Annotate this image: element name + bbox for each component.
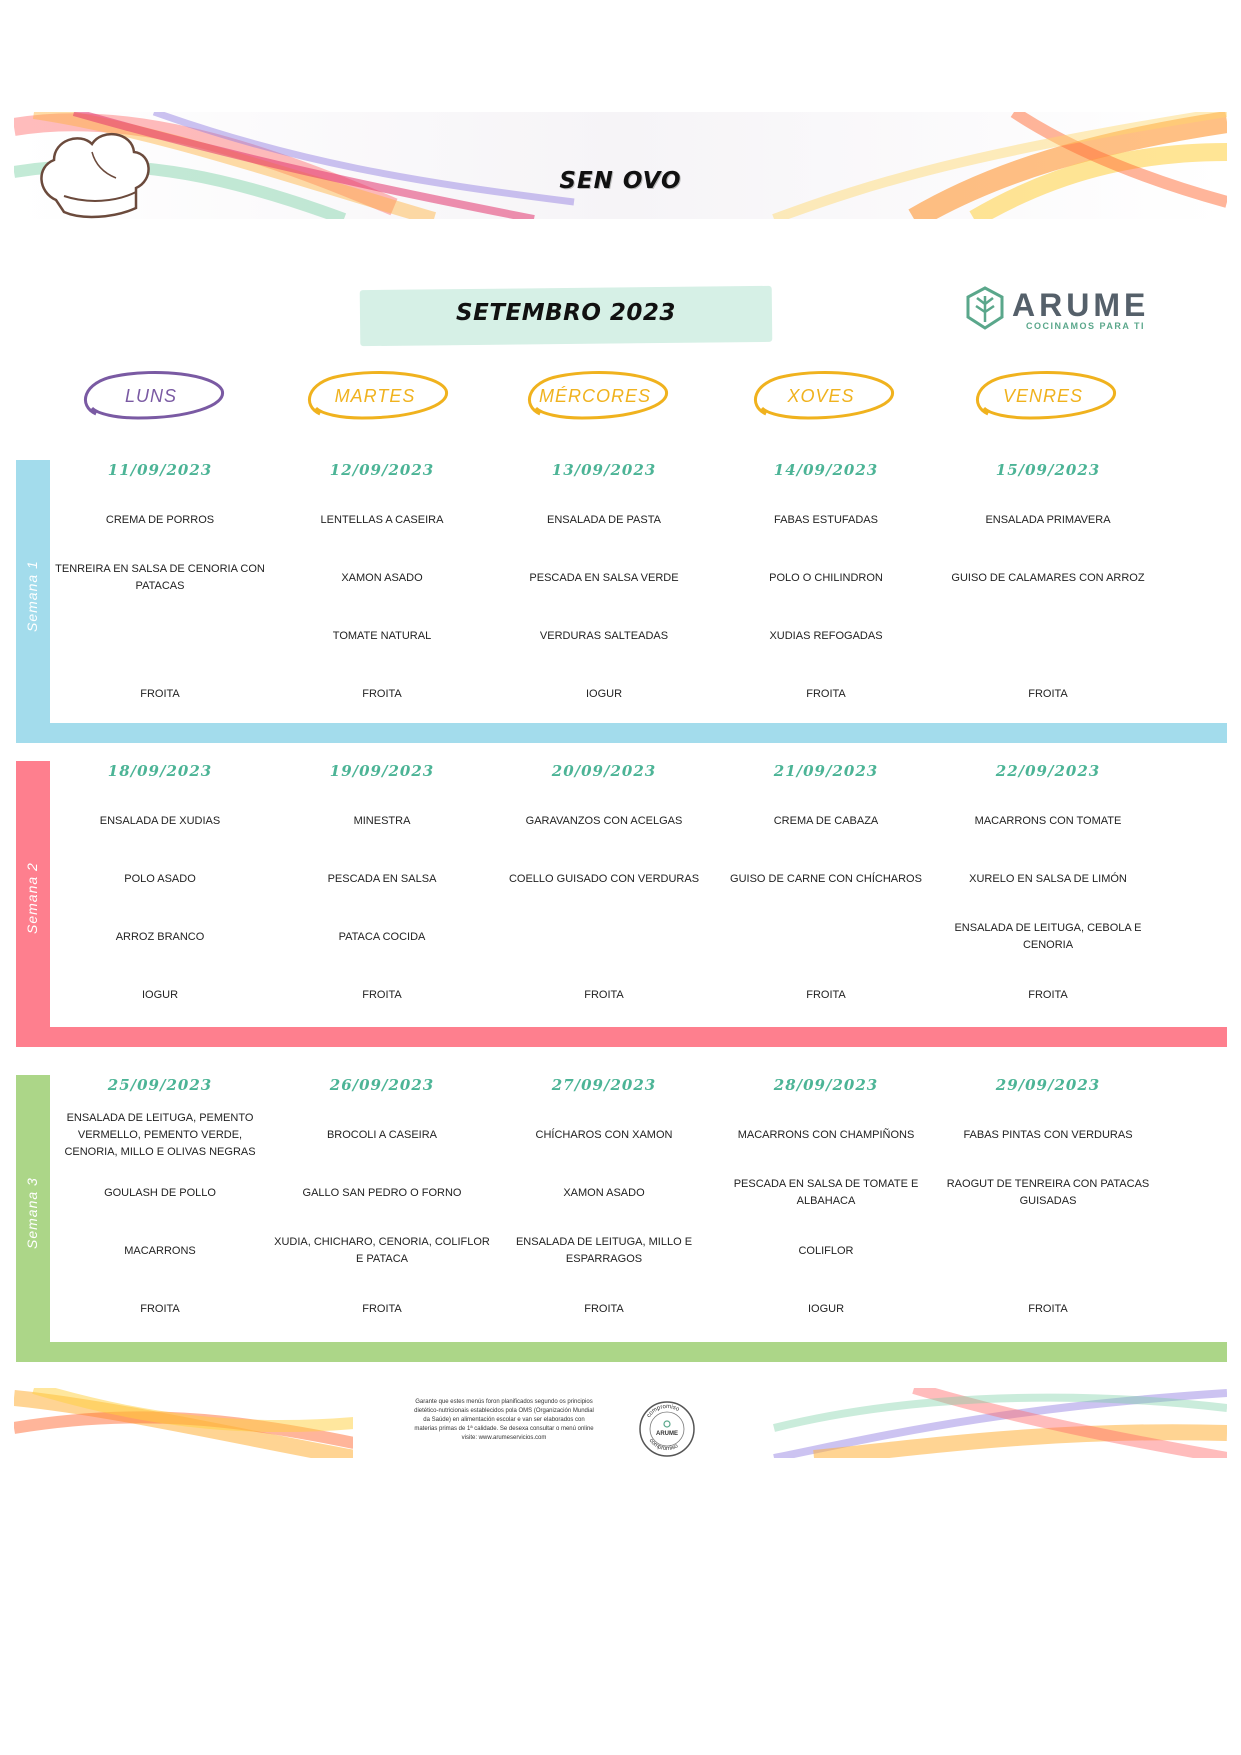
arume-leaf-logo-icon: [964, 286, 1006, 330]
menu-item-cell: [49, 674, 271, 714]
menu-item-cell: [271, 1115, 493, 1155]
dish-name: FROITA: [806, 687, 846, 700]
week-bottom-bar: [16, 1342, 1227, 1362]
logo-tagline: COCINAMOS PARA TI: [1026, 321, 1145, 331]
date-label: 12/09/2023: [329, 461, 435, 479]
dish-name: MACARRONS CON CHAMPIÑONS: [737, 1128, 915, 1141]
brush-strokes-decoration: [14, 112, 1227, 219]
menu-item-cell: [493, 1289, 715, 1329]
menu-item-cell: [49, 500, 271, 540]
week-label: Semana 2: [24, 862, 40, 934]
dish-name: GOULASH DE POLLO: [104, 1186, 216, 1199]
dish-name: CREMA DE CABAZA: [773, 814, 879, 827]
date-label: 11/09/2023: [107, 461, 213, 479]
date-label: 13/09/2023: [551, 461, 657, 479]
dish-name: IOGUR: [141, 988, 179, 1001]
dish-name: GALLO SAN PEDRO O FORNO: [302, 1186, 462, 1199]
dish-name: COLIFLOR: [798, 1244, 854, 1257]
dish-name: TENREIRA EN SALSA DE CENORIA CON PATACAS: [55, 563, 265, 592]
menu-item-cell: [715, 558, 937, 598]
date-label: 15/09/2023: [995, 461, 1101, 479]
dish-name: POLO O CHILINDRON: [769, 571, 883, 584]
dish-name: FROITA: [1028, 988, 1068, 1001]
day-label: LUNS: [124, 386, 177, 406]
day-header-1: [300, 368, 450, 424]
dish-name: COELLO GUISADO CON VERDURAS: [508, 872, 700, 885]
dish-name: XURELO EN SALSA DE LIMÓN: [969, 872, 1127, 885]
date-label: 21/09/2023: [773, 762, 879, 780]
date-label: 27/09/2023: [551, 1076, 657, 1094]
dish-name: FROITA: [362, 988, 402, 1001]
menu-item-cell: [493, 1231, 715, 1271]
menu-item-cell: [715, 917, 937, 957]
menu-item-cell: [937, 859, 1159, 899]
menu-item-cell: [937, 1173, 1159, 1213]
menu-item-cell: [937, 674, 1159, 714]
dish-name: FROITA: [584, 988, 624, 1001]
dish-name: XUDIA, CHICHARO, CENORIA, COLIFLOR E PATACA: [274, 1236, 490, 1265]
day-header-2: [520, 368, 670, 424]
date-label: 25/09/2023: [107, 1076, 213, 1094]
date-label: 22/09/2023: [995, 762, 1101, 780]
menu-item-cell: [493, 616, 715, 656]
dish-name: LENTELLAS A CASEIRA: [320, 513, 444, 526]
dish-name: ENSALADA DE LEITUGA, PEMENTO VERMELLO, PEMENTO VERDE, CENORIA, MILLO E OLIVAS NEGRAS: [64, 1111, 256, 1158]
menu-item-cell: [715, 674, 937, 714]
dish-name: IOGUR: [807, 1302, 845, 1315]
menu-item-cell: [271, 801, 493, 841]
menu-item-cell: [49, 917, 271, 957]
day-header-0: [76, 368, 226, 424]
day-header-4: [968, 368, 1118, 424]
seal-top-text: compromiso: [645, 1403, 681, 1419]
dish-name: FABAS PINTAS CON VERDURAS: [963, 1128, 1133, 1141]
compromiso-seal-icon: [638, 1400, 696, 1458]
menu-item-cell: [937, 1289, 1159, 1329]
day-label: XOVES: [787, 386, 855, 406]
dish-name: GUISO DE CALAMARES CON ARROZ: [951, 571, 1145, 584]
dish-name: MACARRONS CON TOMATE: [974, 814, 1122, 827]
menu-item-cell: [493, 917, 715, 957]
day-label: MÉRCORES: [538, 386, 651, 406]
dish-name: PESCADA EN SALSA: [327, 872, 437, 885]
menu-item-cell: [271, 558, 493, 598]
header-banner: [14, 112, 1227, 219]
dish-name: GUISO DE CARNE CON CHÍCHAROS: [730, 872, 922, 885]
menu-item-cell: [271, 500, 493, 540]
date-label: 26/09/2023: [329, 1076, 435, 1094]
menu-item-cell: [493, 975, 715, 1015]
dish-name: RAOGUT DE TENREIRA CON PATACAS GUISADAS: [946, 1178, 1150, 1207]
dish-name: FROITA: [140, 687, 180, 700]
dish-name: ARROZ BRANCO: [115, 930, 205, 943]
dish-name: FROITA: [806, 988, 846, 1001]
date-label: 14/09/2023: [773, 461, 879, 479]
menu-item-cell: [271, 917, 493, 957]
menu-item-cell: [49, 975, 271, 1015]
dish-name: ENSALADA DE LEITUGA, MILLO E ESPARRAGOS: [515, 1236, 693, 1265]
month-title: SETEMBRO 2023: [456, 300, 676, 326]
dish-name: ENSALADA PRIMAVERA: [985, 513, 1111, 526]
menu-item-cell: [937, 917, 1159, 957]
menu-item-cell: [49, 558, 271, 598]
menu-item-cell: [715, 500, 937, 540]
date-label: 28/09/2023: [773, 1076, 879, 1094]
menu-item-cell: [271, 975, 493, 1015]
menu-item-cell: [493, 500, 715, 540]
dish-name: IOGUR: [585, 687, 623, 700]
menu-item-cell: [937, 1115, 1159, 1155]
dish-name: PATACA COCIDA: [338, 930, 426, 943]
dish-name: FROITA: [584, 1302, 624, 1315]
dish-name: CREMA DE PORROS: [105, 513, 215, 526]
menu-item-cell: [715, 1231, 937, 1271]
menu-item-cell: [49, 1289, 271, 1329]
dish-name: GARAVANZOS CON ACELGAS: [525, 814, 683, 827]
seal-bottom-text: compromiso: [647, 1437, 680, 1453]
dish-name: CHÍCHAROS CON XAMON: [535, 1128, 673, 1141]
menu-type-title: SEN OVO: [559, 168, 682, 194]
dish-name: XAMON ASADO: [563, 1186, 645, 1199]
dish-name: FABAS ESTUFADAS: [774, 513, 878, 526]
menu-item-cell: [715, 1289, 937, 1329]
dish-name: MINESTRA: [353, 814, 411, 827]
menu-item-cell: [937, 558, 1159, 598]
date-label: 19/09/2023: [329, 762, 435, 780]
menu-item-cell: [715, 859, 937, 899]
week-label: Semana 1: [24, 559, 40, 632]
menu-item-cell: [271, 1173, 493, 1213]
menu-item-cell: [493, 1173, 715, 1213]
dish-name: BROCOLI A CASEIRA: [326, 1128, 438, 1141]
dish-name: FROITA: [140, 1302, 180, 1315]
week-bottom-bar: [16, 723, 1227, 743]
menu-item-cell: [715, 1173, 937, 1213]
dish-name: VERDURAS SALTEADAS: [539, 629, 669, 642]
dish-name: ENSALADA DE PASTA: [547, 513, 661, 526]
dish-name: POLO ASADO: [124, 872, 196, 885]
menu-item-cell: [271, 859, 493, 899]
date-label: 29/09/2023: [995, 1076, 1101, 1094]
dish-name: MACARRONS: [124, 1244, 196, 1257]
menu-item-cell: [937, 801, 1159, 841]
menu-item-cell: [493, 558, 715, 598]
menu-item-cell: [937, 1231, 1159, 1271]
menu-item-cell: [271, 1289, 493, 1329]
dish-name: ENSALADA DE XUDIAS: [99, 814, 221, 827]
menu-item-cell: [271, 674, 493, 714]
menu-item-cell: [937, 500, 1159, 540]
dish-name: FROITA: [1028, 687, 1068, 700]
dish-name: FROITA: [362, 687, 402, 700]
date-label: 20/09/2023: [551, 762, 657, 780]
menu-item-cell: [715, 801, 937, 841]
week-bottom-bar: [16, 1027, 1227, 1047]
menu-item-cell: [49, 801, 271, 841]
menu-item-cell: [493, 1115, 715, 1155]
menu-item-cell: [49, 859, 271, 899]
dish-name: FROITA: [1028, 1302, 1068, 1315]
day-header-3: [746, 368, 896, 424]
menu-item-cell: [493, 674, 715, 714]
dish-name: XAMON ASADO: [341, 571, 423, 584]
dish-name: FROITA: [362, 1302, 402, 1315]
day-label: MARTES: [334, 386, 416, 406]
day-label: VENRES: [1002, 386, 1084, 406]
menu-item-cell: [493, 801, 715, 841]
menu-item-cell: [271, 1231, 493, 1271]
logo-wordmark: ARUME: [1012, 287, 1150, 323]
menu-item-cell: [49, 1173, 271, 1213]
dish-name: TOMATE NATURAL: [332, 629, 432, 642]
menu-item-cell: [715, 975, 937, 1015]
dish-name: ENSALADA DE LEITUGA, CEBOLA E CENORIA: [954, 922, 1142, 951]
menu-item-cell: [715, 616, 937, 656]
menu-item-cell: [937, 975, 1159, 1015]
menu-item-cell: [271, 616, 493, 656]
dish-name: PESCADA EN SALSA VERDE: [529, 571, 679, 584]
menu-item-cell: [493, 859, 715, 899]
menu-item-cell: [49, 1111, 271, 1158]
menu-item-cell: [49, 1231, 271, 1271]
seal-center-text: ARUME: [656, 1431, 678, 1437]
dish-name: XUDIAS REFOGADAS: [769, 629, 883, 642]
menu-item-cell: [715, 1115, 937, 1155]
date-label: 18/09/2023: [107, 762, 213, 780]
footer-guarantee-text: Garante que estes menús foron planificados segundo os principios dietético-nutricionais establecidos pola OMS (Organización Mundial da Saúde) en alimentación escolar e van ser elaborados con materias primas de 1ª calidade. Se desexa consultar o menú online visite: www.arumeservicios.com: [414, 1399, 594, 1441]
week-label: Semana 3: [24, 1176, 40, 1249]
menu-item-cell: [49, 616, 271, 656]
dish-name: PESCADA EN SALSA DE TOMATE E ALBAHACA: [733, 1178, 919, 1207]
menu-item-cell: [937, 616, 1159, 656]
